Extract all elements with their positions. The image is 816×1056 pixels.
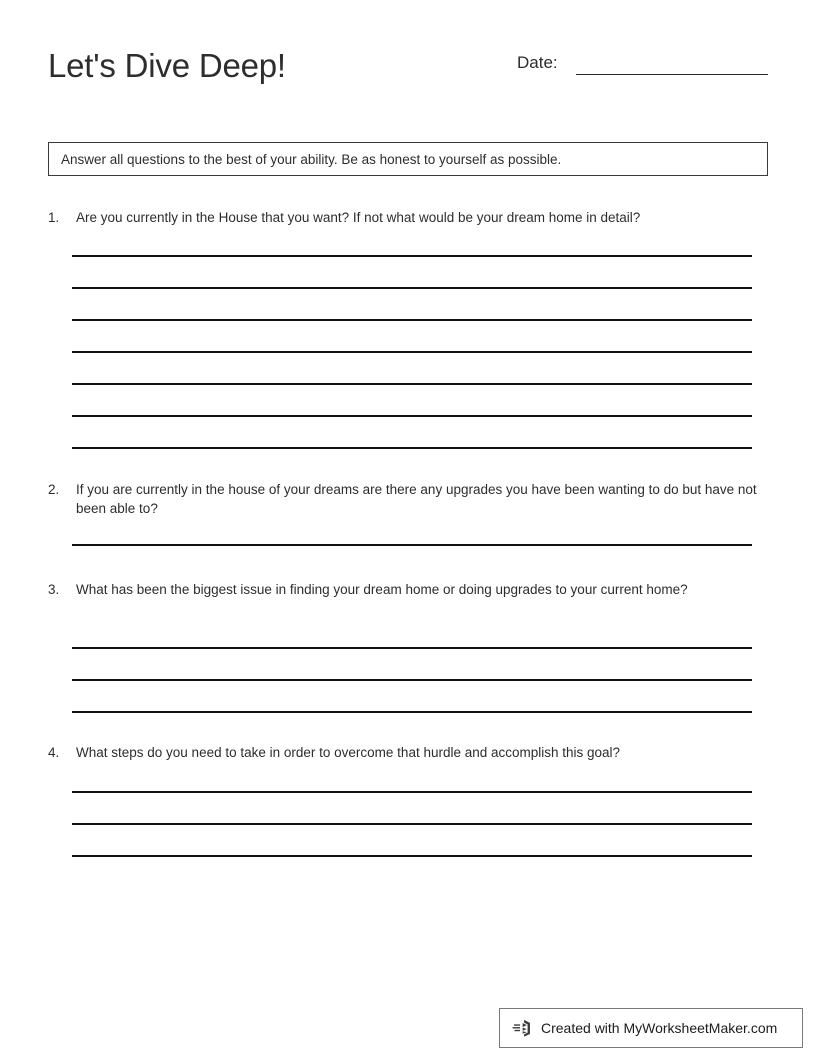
instructions-text: Answer all questions to the best of your ability. Be as honest to yourself as possible.: [61, 152, 562, 167]
page-title: Let's Dive Deep!: [48, 47, 286, 84]
answer-line[interactable]: [72, 544, 752, 546]
question-text: What steps do you need to take in order to overcome that hurdle and accomplish this goal?: [76, 745, 621, 760]
answer-line[interactable]: [72, 711, 752, 713]
answer-line[interactable]: [72, 679, 752, 681]
instructions-box: [48, 142, 768, 176]
page-header: [0, 0, 816, 120]
question-number: 3.: [48, 582, 60, 597]
answer-line[interactable]: [72, 415, 752, 417]
question-number: 1.: [48, 210, 60, 225]
date-input-line[interactable]: [576, 74, 768, 75]
footer-badge-label: Created with MyWorksheetMaker.com: [541, 1020, 778, 1036]
question-number: 4.: [48, 745, 60, 760]
answer-line[interactable]: [72, 855, 752, 857]
question-text: Are you currently in the House that you want? If not what would be your dream home in detail?: [76, 210, 641, 225]
worksheet-maker-logo-icon: [512, 1017, 534, 1039]
answer-line[interactable]: [72, 287, 752, 289]
answer-line[interactable]: [72, 319, 752, 321]
date-field-group: [517, 52, 772, 80]
date-label: Date:: [517, 53, 558, 72]
answer-line[interactable]: [72, 823, 752, 825]
question-text: What has been the biggest issue in finding your dream home or doing upgrades to your current home?: [76, 582, 688, 597]
answer-line[interactable]: [72, 791, 752, 793]
answer-line[interactable]: [72, 383, 752, 385]
answer-line[interactable]: [72, 447, 752, 449]
answer-line[interactable]: [72, 647, 752, 649]
answer-line[interactable]: [72, 255, 752, 257]
footer-badge[interactable]: [499, 1008, 803, 1048]
question-text: If you are currently in the house of your dreams are there any upgrades you have been wanting to do but have not been able to?: [76, 482, 757, 516]
question-number: 2.: [48, 482, 60, 497]
answer-line[interactable]: [72, 351, 752, 353]
